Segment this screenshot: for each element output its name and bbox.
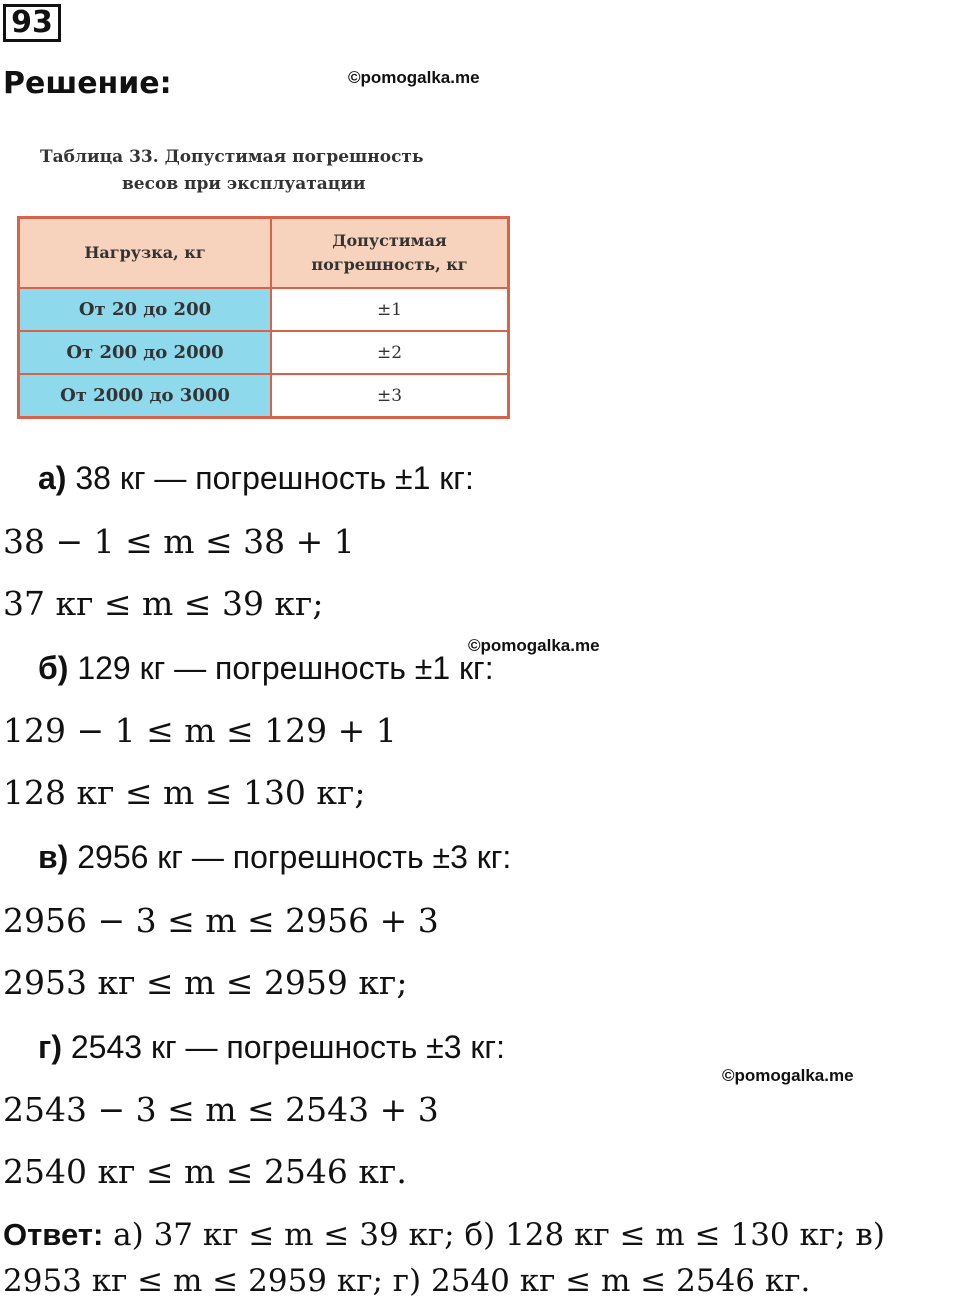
part-b-label: б): [38, 650, 69, 686]
watermark-bottom: ©pomogalka.me: [722, 1066, 854, 1085]
table-caption-line1: Таблица 33. Допустимая погрешность: [40, 147, 424, 167]
answer-line-1: [3, 1217, 885, 1253]
header-tolerance: Допустимая погрешность, кг: [271, 218, 509, 289]
problem-number: 93: [3, 4, 61, 42]
part-v-label: в): [38, 839, 69, 875]
part-v-inequality-2: 2953 кг ≤ m ≤ 2959 кг;: [3, 963, 408, 1002]
part-b-inequality-1: 129 − 1 ≤ m ≤ 129 + 1: [3, 711, 397, 750]
table-caption-line2: весов при эксплуатации: [122, 174, 366, 194]
part-v-text: 2956 кг — погрешность ±3 кг:: [77, 839, 512, 875]
part-g-inequality-1: 2543 − 3 ≤ m ≤ 2543 + 3: [3, 1090, 439, 1129]
part-g-label: г): [38, 1029, 62, 1065]
part-a-inequality-2: 37 кг ≤ m ≤ 39 кг;: [3, 584, 324, 623]
watermark-top: ©pomogalka.me: [348, 68, 480, 87]
part-g-statement: [38, 1029, 505, 1066]
part-b-statement: [38, 650, 494, 687]
answer-line-2: 2953 кг ≤ m ≤ 2959 кг; г) 2540 кг ≤ m ≤ 2546 кг.: [3, 1263, 811, 1299]
table-row: [19, 288, 509, 331]
watermark-middle: ©pomogalka.me: [468, 636, 600, 655]
row-tolerance: ±2: [271, 331, 509, 374]
row-load: От 2000 до 3000: [19, 374, 272, 418]
answer-label: Ответ:: [3, 1217, 104, 1252]
table-row: [19, 374, 509, 418]
table-caption: [40, 144, 490, 198]
table-header-row: [19, 218, 509, 289]
part-g-text: 2543 кг — погрешность ±3 кг:: [70, 1029, 505, 1065]
row-load: От 200 до 2000: [19, 331, 272, 374]
part-a-text: 38 кг — погрешность ±1 кг:: [75, 460, 474, 496]
tolerance-table: [17, 216, 510, 419]
row-tolerance: ±1: [271, 288, 509, 331]
part-b-inequality-2: 128 кг ≤ m ≤ 130 кг;: [3, 773, 366, 812]
table-row: [19, 331, 509, 374]
part-a-inequality-1: 38 − 1 ≤ m ≤ 38 + 1: [3, 522, 355, 561]
answer-text-1: а) 37 кг ≤ m ≤ 39 кг; б) 128 кг ≤ m ≤ 130 кг; в): [113, 1217, 885, 1253]
part-b-text: 129 кг — погрешность ±1 кг:: [77, 650, 494, 686]
part-v-statement: [38, 839, 511, 876]
row-load: От 20 до 200: [19, 288, 272, 331]
part-g-inequality-2: 2540 кг ≤ m ≤ 2546 кг.: [3, 1152, 407, 1191]
header-load: Нагрузка, кг: [19, 218, 272, 289]
solution-heading: Решение:: [3, 66, 172, 101]
part-v-inequality-1: 2956 − 3 ≤ m ≤ 2956 + 3: [3, 901, 439, 940]
part-a-label: а): [38, 460, 67, 496]
row-tolerance: ±3: [271, 374, 509, 418]
part-a-statement: [38, 460, 474, 497]
